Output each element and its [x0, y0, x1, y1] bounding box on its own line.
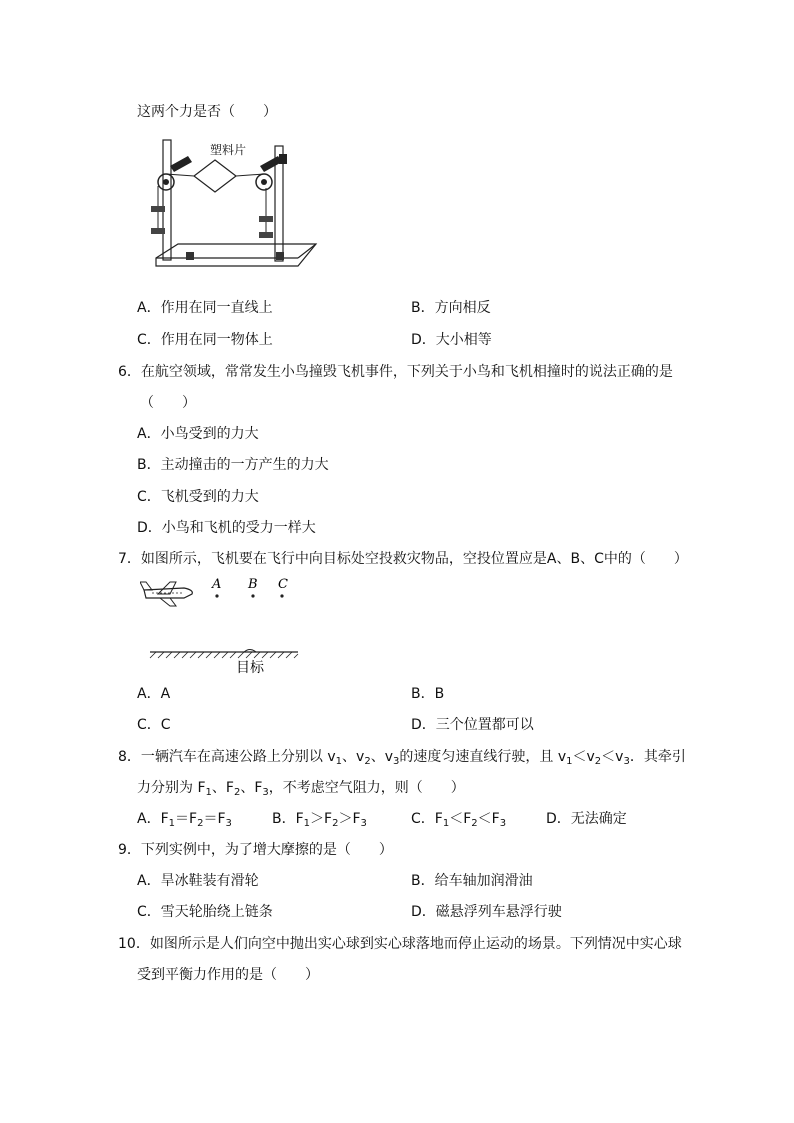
q8-stem-line1: 8．一辆汽车在高速公路上分别以 $v_1$、$v_2$、$v_3$的速度匀速直线行驶，且 $v_1<v_2<v_3$．其牵引: [118, 749, 686, 767]
q8-option-c: C．$F_1<F_2<F_3$: [411, 811, 507, 829]
q5-stem: 这两个力是否（ ）: [137, 104, 277, 120]
q10-stem-line2: 受到平衡力作用的是（ ）: [137, 967, 319, 983]
q5-option-d: D．大小相等: [411, 332, 492, 348]
airplane-icon: [140, 582, 192, 606]
q6-stem-line2: （ ）: [140, 395, 196, 411]
q5-figure-label: 塑料片: [210, 143, 247, 157]
q9-option-c: C．雪天轮胎绕上链条: [137, 904, 273, 920]
q5-option-b: B．方向相反: [411, 300, 491, 316]
q9-option-d: D．磁悬浮列车悬浮行驶: [411, 904, 562, 920]
q7-label-a: A: [212, 577, 222, 592]
q9-option-a: A．旱冰鞋装有滑轮: [137, 873, 259, 889]
q7-label-c: C: [278, 577, 288, 592]
q8-option-b: B．$F_1>F_2>F_3$: [272, 811, 367, 829]
q6-option-a: A．小鸟受到的力大: [137, 426, 259, 442]
q8-option-a: A．$F_1=F_2=F_3$: [137, 811, 232, 829]
q7-target-label: 目标: [236, 660, 264, 676]
q8-stem-line2: 力分别为 $F_1$、$F_2$、$F_3$，不考虑空气阻力，则（ ）: [137, 780, 465, 798]
q5-option-c: C．作用在同一物体上: [137, 332, 273, 348]
q7-option-d: D．三个位置都可以: [411, 717, 534, 733]
q9-stem: 9．下列实例中，为了增大摩擦的是（ ）: [118, 842, 393, 858]
q7-option-a: A．A: [137, 686, 171, 702]
q7-label-b: B: [248, 577, 258, 592]
q8-option-d: D．无法确定: [546, 811, 627, 827]
q7-figure: [140, 574, 305, 676]
q7-stem: 7．如图所示，飞机要在飞行中向目标处空投救灾物品，空投位置应是A、B、C中的（ ）: [118, 551, 688, 567]
q7-option-b: B．B: [411, 686, 445, 702]
q6-option-b: B．主动撞击的一方产生的力大: [137, 457, 329, 473]
q9-option-b: B．给车轴加润滑油: [411, 873, 533, 889]
q6-stem-line1: 6．在航空领域，常常发生小鸟撞毁飞机事件，下列关于小鸟和飞机相撞时的说法正确的是: [118, 364, 673, 380]
q10-stem-line1: 10．如图所示是人们向空中抛出实心球到实心球落地而停止运动的场景。下列情况中实心球: [118, 936, 682, 952]
q5-figure: [148, 136, 320, 278]
q6-option-c: C．飞机受到的力大: [137, 489, 259, 505]
q6-option-d: D．小鸟和飞机的受力一样大: [137, 520, 316, 536]
q7-option-c: C．C: [137, 717, 171, 733]
q5-option-a: A．作用在同一直线上: [137, 300, 273, 316]
